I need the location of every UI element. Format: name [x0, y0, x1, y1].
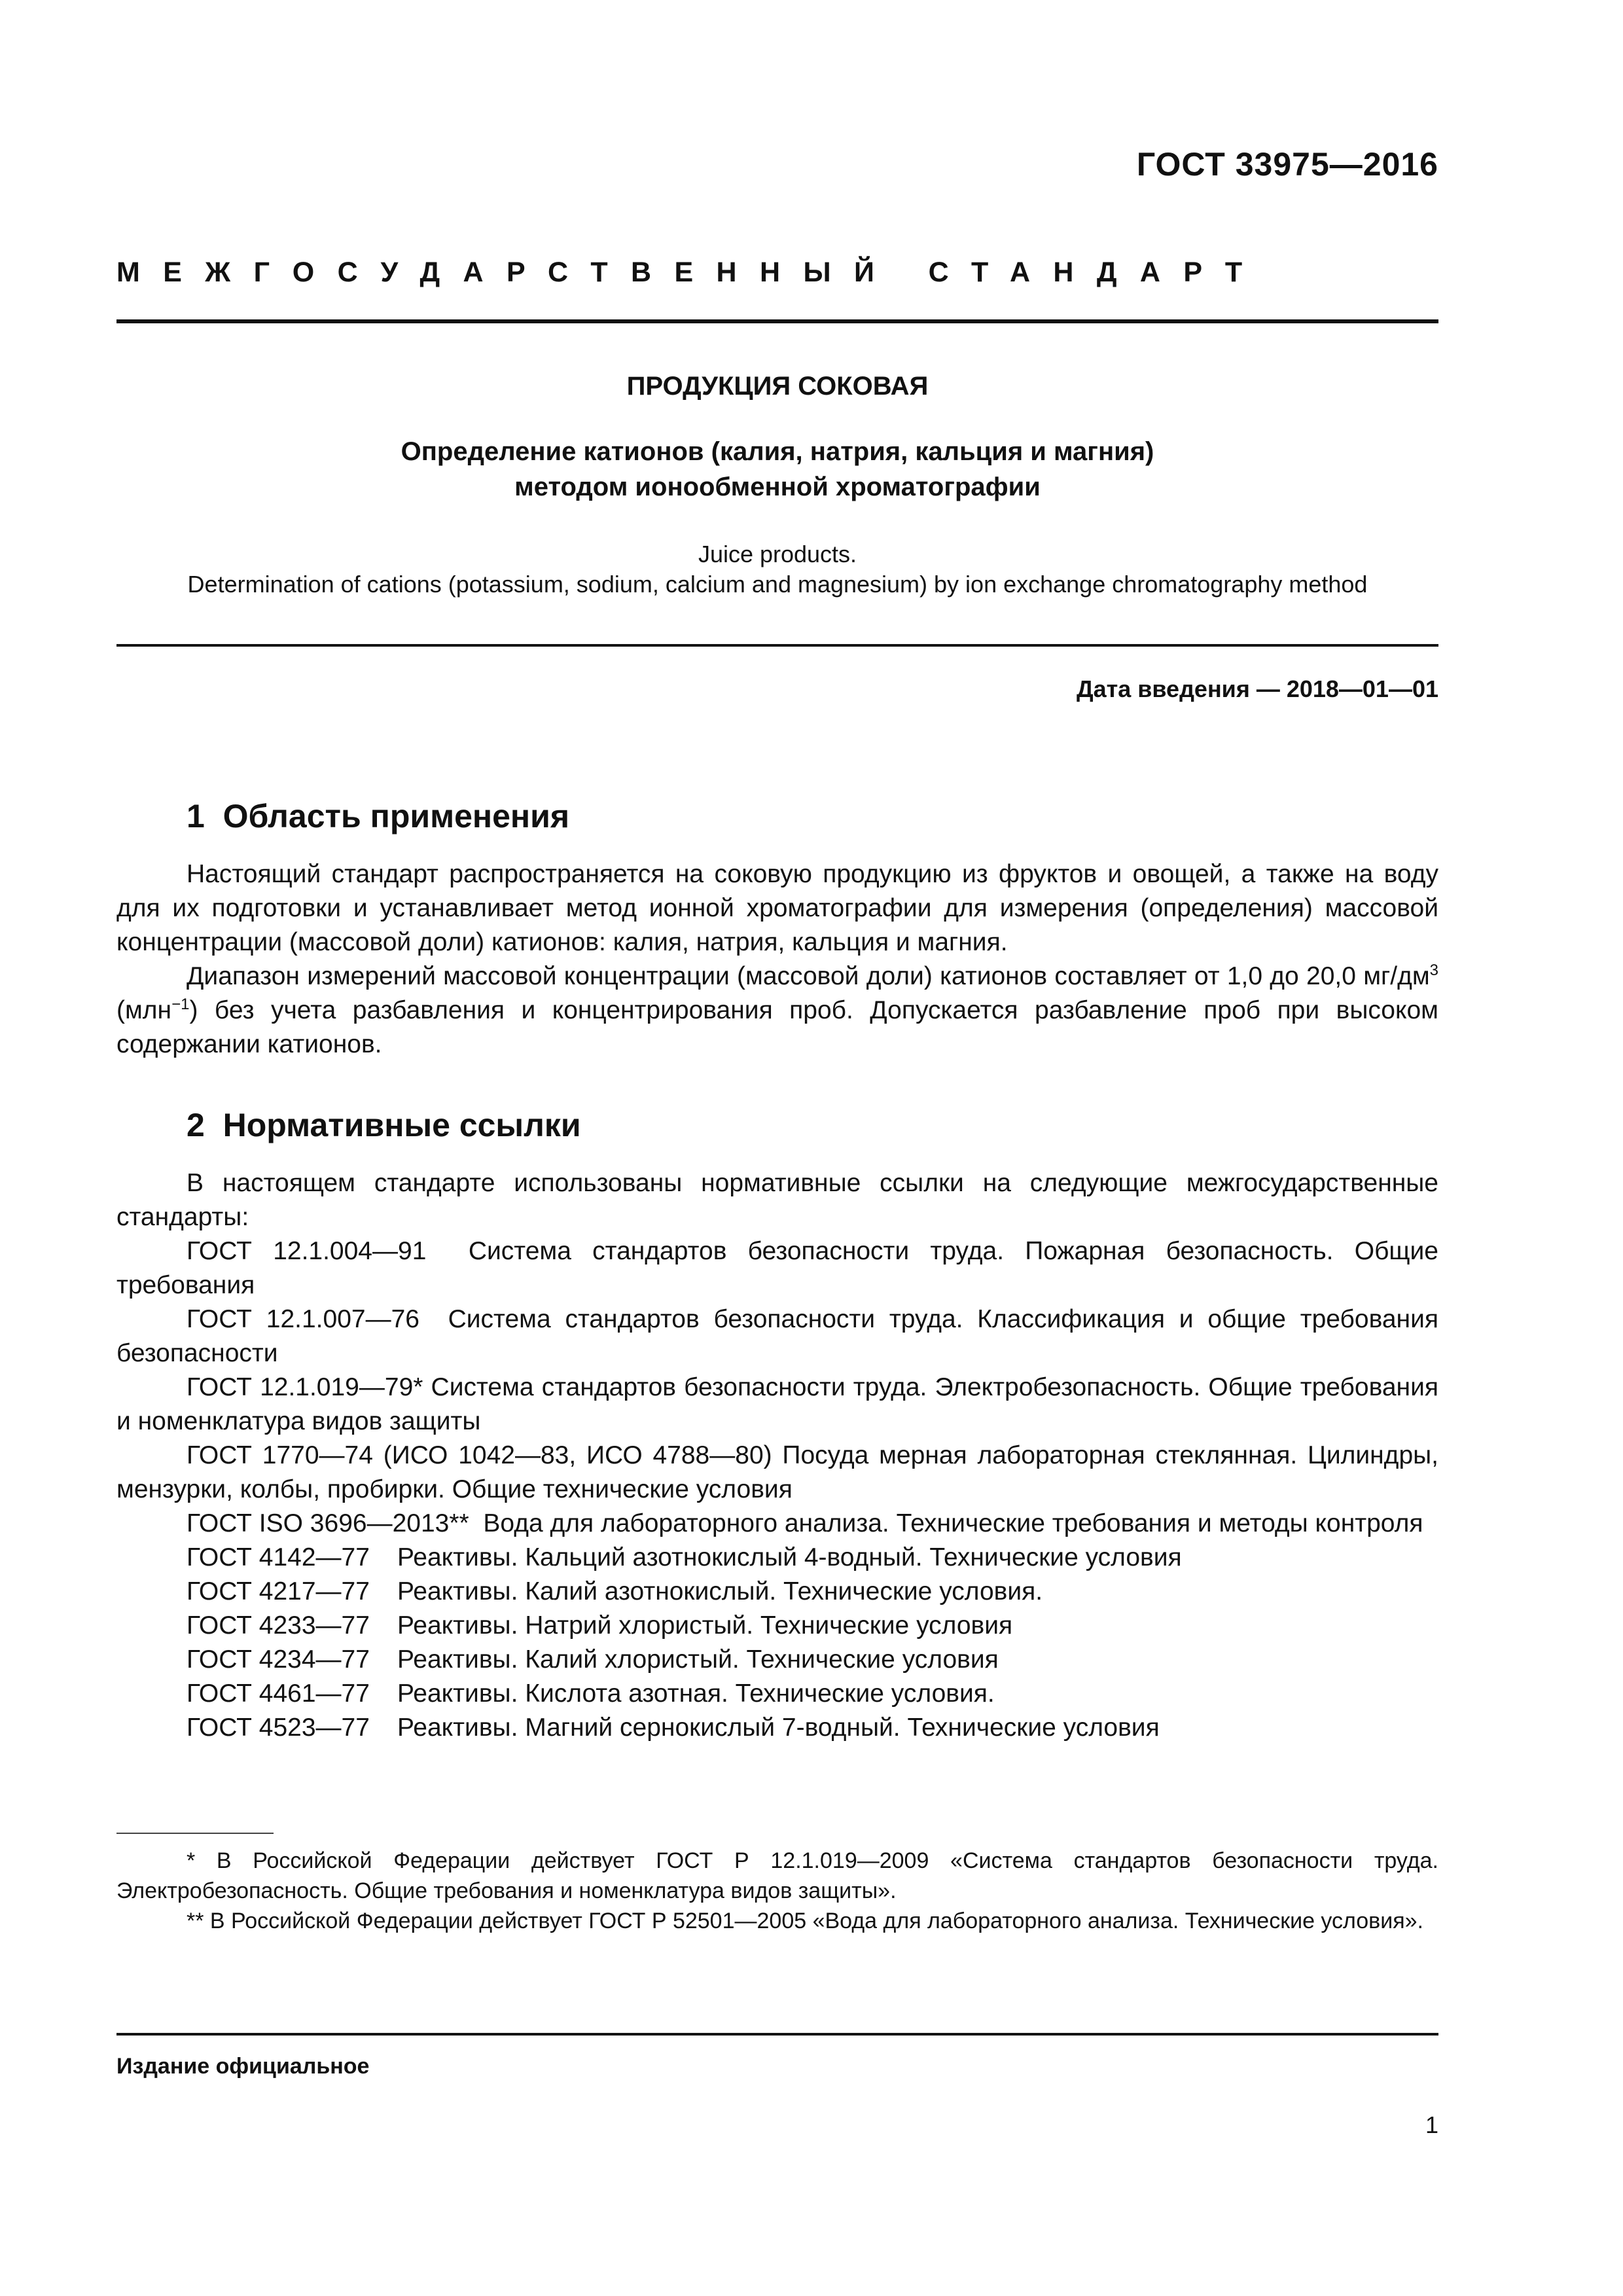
footnote-2: ** В Российской Федерации действует ГОСТ Р 52501—2005 «Вода для лабораторного анализа. Технические условия». [187, 1909, 1423, 1933]
reference-item: ГОСТ 4523—77 Реактивы. Магний сернокислый 7-водный. Технические условия [187, 1713, 1160, 1742]
section-2-heading: 2 Нормативные ссылки [187, 1107, 581, 1143]
footer-rule [116, 2033, 1438, 2036]
references-intro: В настоящем стандарте использованы нормативные ссылки на следующие межгосударственные стандарты: [116, 1169, 1438, 1231]
edition-label: Издание официальное [116, 2054, 370, 2079]
introduction-date: Дата введения — 2018—01—01 [1076, 675, 1438, 702]
page-number: 1 [1425, 2111, 1438, 2138]
normative-references [116, 1166, 1446, 1745]
reference-item: ГОСТ 12.1.019—79* Система стандартов безопасности труда. Электробезопасность. Общие требования и номенклатура видов защиты [116, 1373, 1446, 1435]
section-1-text [116, 857, 1438, 1062]
footnotes [116, 1846, 1438, 1936]
footnote-separator [116, 1833, 274, 1834]
english-title-line1: Juice products. [698, 541, 857, 567]
reference-item: ГОСТ 12.1.004—91 Система стандартов безопасности труда. Пожарная безопасность. Общие требования [116, 1237, 1446, 1299]
reference-item: ГОСТ ISO 3696—2013** Вода для лабораторного анализа. Технические требования и методы контроля [187, 1509, 1423, 1537]
scope-paragraph: Настоящий стандарт распространяется на соковую продукцию из фруктов и овощей, а также на воду для их подготовки и устанавливает метод ионной хроматографии для измерения (определения) массовой концентрации (массовой доли) катионов: калия, натрия, кальция и магния. [116, 860, 1438, 956]
title-rule [116, 644, 1438, 647]
document-code: ГОСТ 33975—2016 [1136, 146, 1438, 183]
document-title: ПРОДУКЦИЯ СОКОВАЯ [626, 372, 929, 401]
header-rule [116, 319, 1438, 323]
reference-item: ГОСТ 4142—77 Реактивы. Кальций азотнокислый 4-водный. Технические условия [187, 1543, 1182, 1571]
reference-item: ГОСТ 4233—77 Реактивы. Натрий хлористый. Технические условия [187, 1611, 1013, 1640]
standard-type: МЕЖГОСУДАРСТВЕННЫЙ СТАНДАРТ [116, 257, 1266, 288]
english-title-line2: Determination of cations (potassium, sodium, calcium and magnesium) by ion exchange chromatography method [187, 571, 1368, 598]
reference-item: ГОСТ 4217—77 Реактивы. Калий азотнокислый. Технические условия. [187, 1577, 1043, 1605]
reference-item: ГОСТ 4461—77 Реактивы. Кислота азотная. Технические условия. [187, 1679, 995, 1708]
document-subtitle-line1: Определение катионов (калия, натрия, кальция и магния) [401, 437, 1154, 466]
section-1-heading: 1 Область применения [187, 798, 570, 834]
range-paragraph: Диапазон измерений массовой концентрации (массовой доли) катионов составляет от 1,0 до 20,0 $мг/дм^3$ (млн$^{-1}$) без учета разбавления и концентрирования проб. Допускается разбавление проб при высоком содержании катионов. [116, 961, 1438, 1058]
footnote-1: * В Российской Федерации действует ГОСТ Р 12.1.019—2009 «Система стандартов безопасности труда. Электробезопасность. Общие требования и номенклатура видов защиты». [116, 1848, 1438, 1903]
reference-item: ГОСТ 1770—74 (ИСО 1042—83, ИСО 4788—80) Посуда мерная лабораторная стеклянная. Цилиндры, мензурки, колбы, пробирки. Общие технические условия [116, 1441, 1446, 1503]
reference-item: ГОСТ 4234—77 Реактивы. Калий хлористый. Технические условия [187, 1645, 999, 1674]
document-subtitle-line2: методом ионообменной хроматографии [514, 473, 1041, 501]
reference-item: ГОСТ 12.1.007—76 Система стандартов безопасности труда. Классификация и общие требования безопасности [116, 1305, 1446, 1367]
